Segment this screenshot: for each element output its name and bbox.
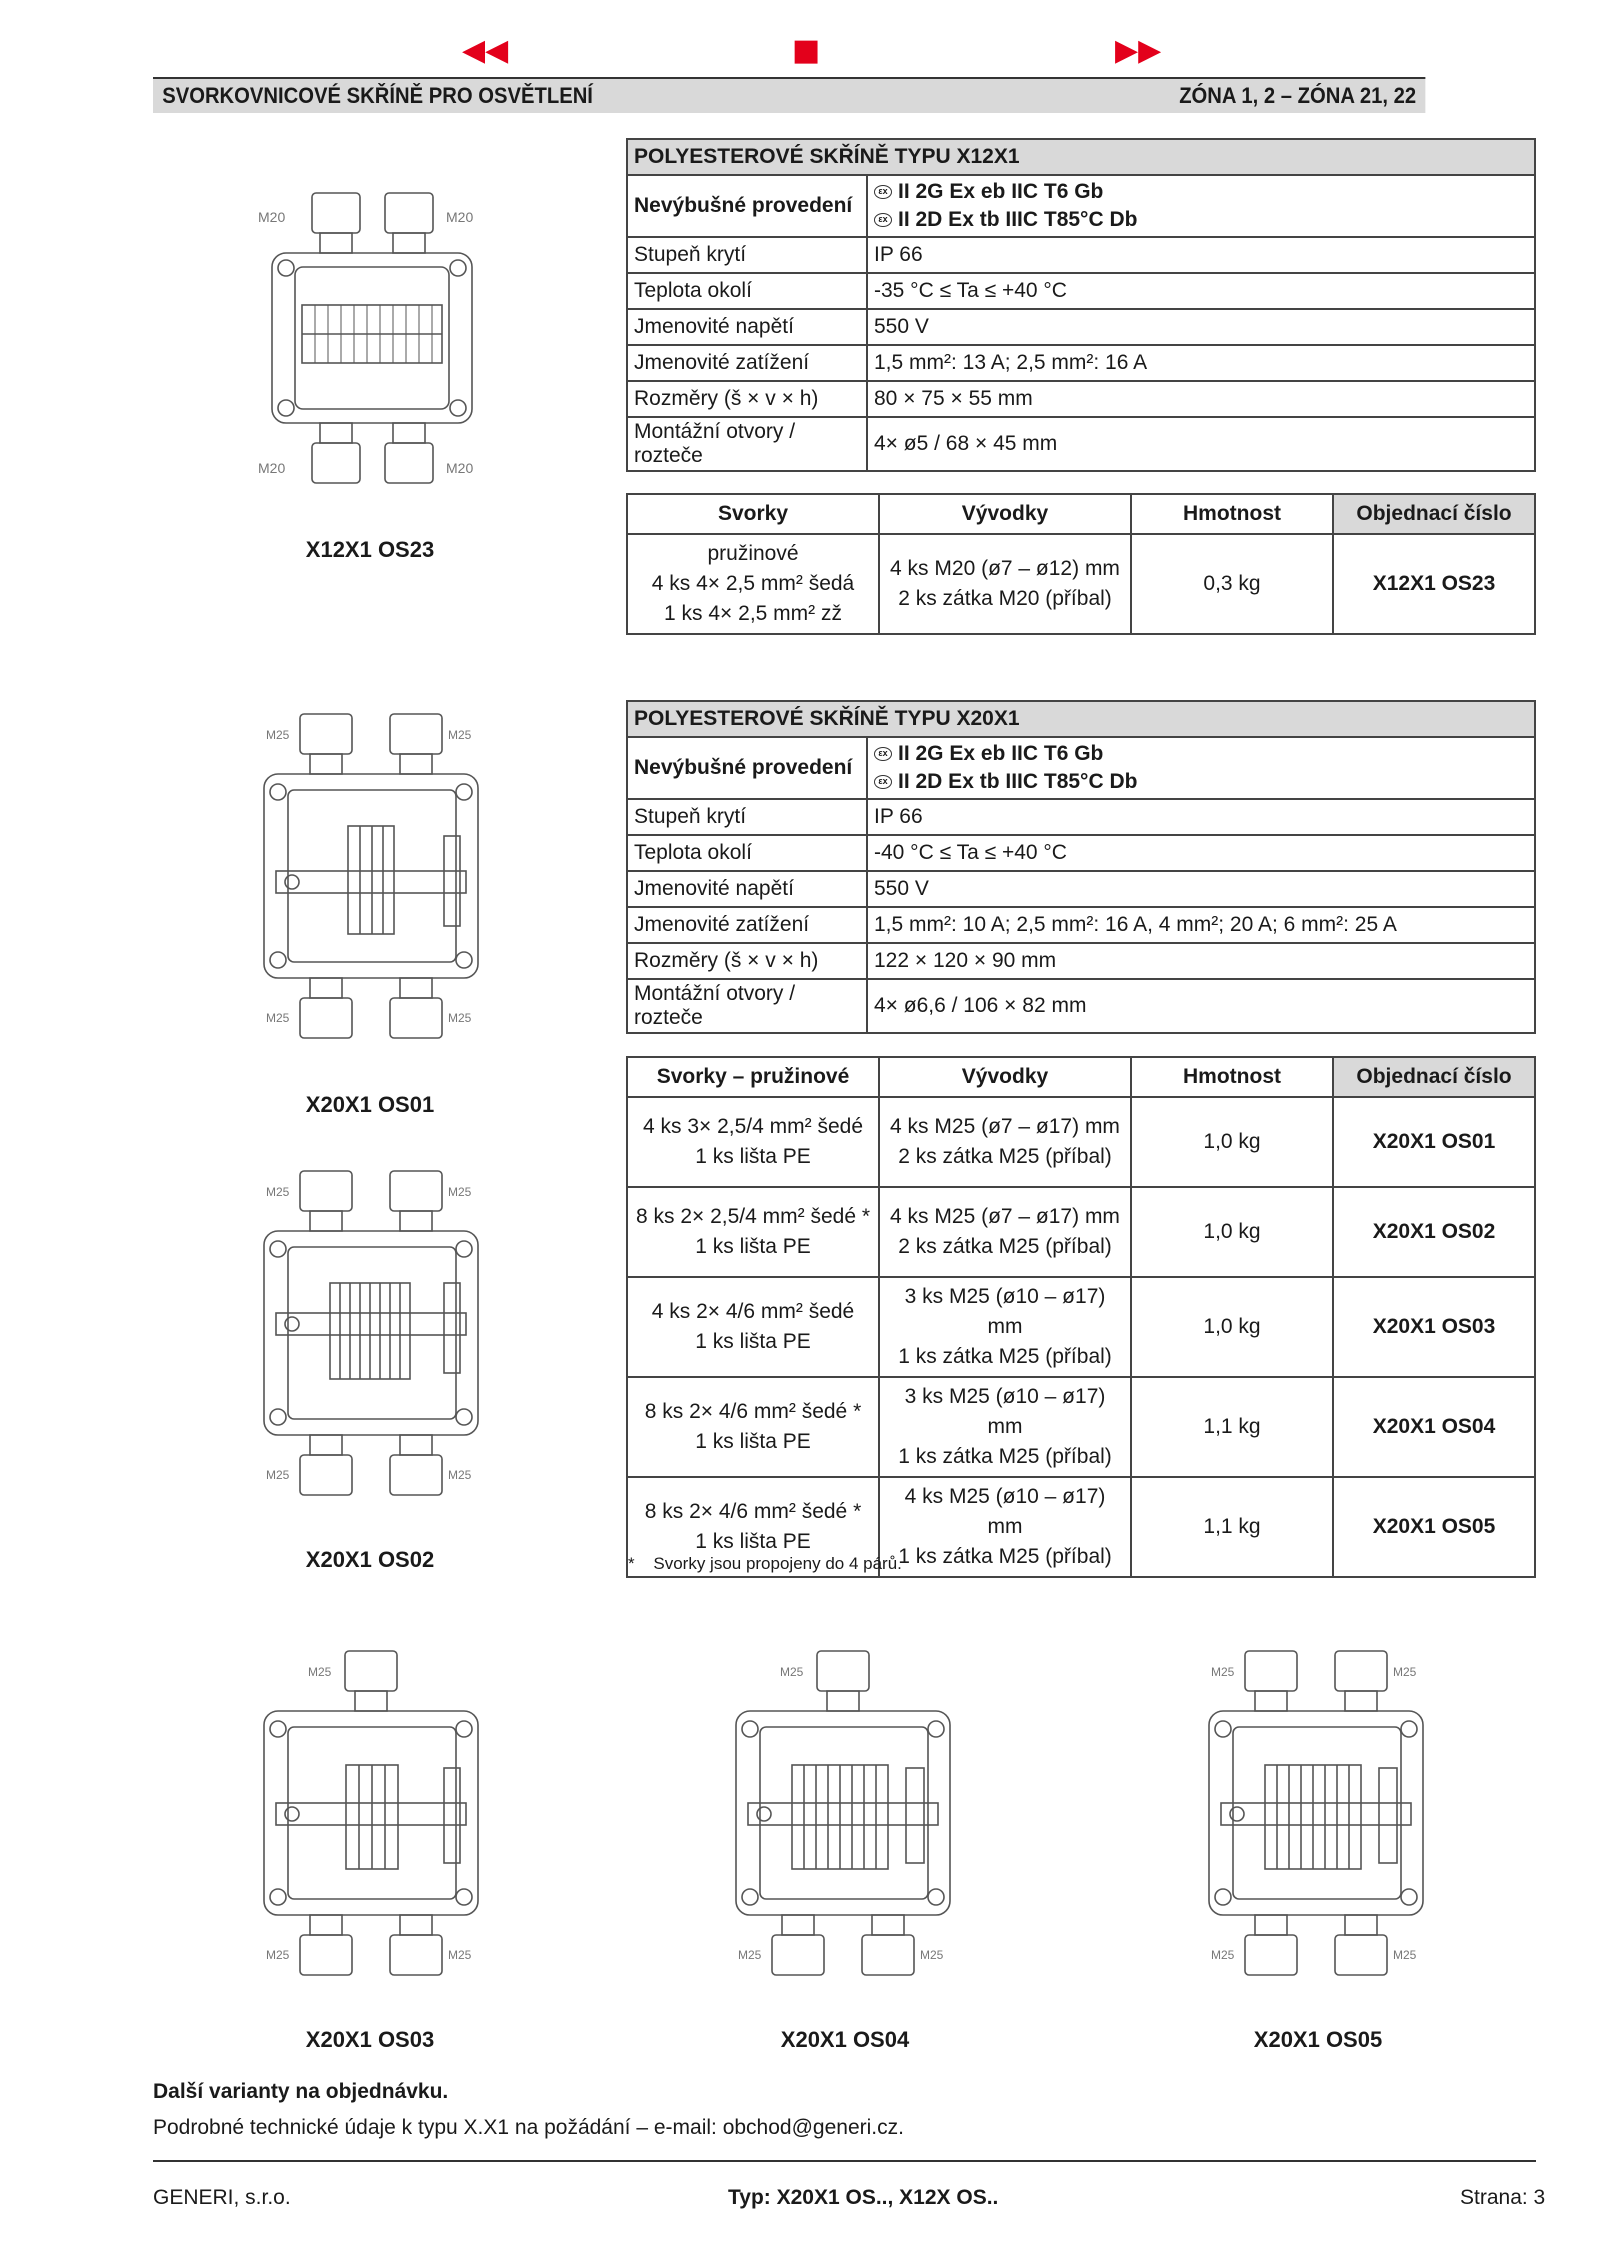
gland-label: M20 xyxy=(446,209,474,225)
terminal-spec: 1 ks 4× 2,5 mm² zž xyxy=(664,602,842,625)
gland-label: M25 xyxy=(448,728,472,742)
ex-icon: εx xyxy=(874,775,892,789)
spec-value: 550 V xyxy=(867,309,1535,345)
gland-spec: 4 ks M25 (ø7 – ø17) mm xyxy=(890,1115,1120,1138)
spec-value: IP 66 xyxy=(867,237,1535,273)
weight: 1,0 kg xyxy=(1131,1097,1333,1187)
protection-dust: II 2D Ex tb IIIC T85°C Db xyxy=(898,208,1138,231)
spec-value: -40 °C ≤ Ta ≤ +40 °C xyxy=(867,835,1535,871)
footnote xyxy=(628,1554,902,1574)
spec-value: 1,5 mm²: 13 A; 2,5 mm²: 16 A xyxy=(867,345,1535,381)
gland-label: M25 xyxy=(266,1468,290,1482)
spec-value: -35 °C ≤ Ta ≤ +40 °C xyxy=(867,273,1535,309)
protection-gas: II 2G Ex eb IIC T6 Gb xyxy=(898,180,1104,203)
spec-value: 80 × 75 × 55 mm xyxy=(867,381,1535,417)
order-code: X20X1 OS05 xyxy=(1333,1477,1535,1577)
spec-label: Jmenovité zatížení xyxy=(627,345,867,381)
x12x1-os23-drawing xyxy=(250,185,500,495)
spec-label: Teplota okolí xyxy=(627,273,867,309)
spec-label: Montážní otvory / rozteče xyxy=(627,979,867,1033)
stop-icon[interactable]: ■ xyxy=(792,33,821,68)
column-header: Objednací číslo xyxy=(1333,1057,1535,1097)
footer-type: Typ: X20X1 OS.., X12X OS.. xyxy=(728,2186,999,2209)
spec-value: IP 66 xyxy=(867,799,1535,835)
terminal-spec: 1 ks lišta PE xyxy=(695,1145,811,1168)
gland-label: M25 xyxy=(308,1665,332,1679)
gland-spec: 1 ks zátka M25 (příbal) xyxy=(898,1545,1112,1568)
spec-label: Nevýbušné provedení xyxy=(627,737,867,799)
spec-label: Stupeň krytí xyxy=(627,799,867,835)
gland-spec: 4 ks M20 (ø7 – ø12) mm xyxy=(890,557,1120,580)
terminal-spec: 1 ks lišta PE xyxy=(695,1530,811,1553)
gland-label: M20 xyxy=(258,460,286,476)
ex-icon: εx xyxy=(874,213,892,227)
x20x1-spec-table xyxy=(626,700,1536,1034)
spec-label: Rozměry (š × v × h) xyxy=(627,943,867,979)
drawing-caption: X20X1 OS03 xyxy=(305,2027,435,2052)
weight: 0,3 kg xyxy=(1131,534,1333,634)
spec-value: 550 V xyxy=(867,871,1535,907)
table-row xyxy=(627,1377,1535,1477)
table-row xyxy=(627,534,1535,634)
terminal-spec: 8 ks 2× 4/6 mm² šedé * xyxy=(644,1400,862,1423)
spec-label: Jmenovité napětí xyxy=(627,309,867,345)
gland-label: M25 xyxy=(448,1011,472,1025)
weight: 1,0 kg xyxy=(1131,1277,1333,1377)
gland-spec: 3 ks M25 (ø10 – ø17) mm xyxy=(904,1385,1106,1438)
order-code: X20X1 OS03 xyxy=(1333,1277,1535,1377)
gland-spec: 2 ks zátka M25 (příbal) xyxy=(898,1235,1112,1258)
gland-label: M25 xyxy=(920,1948,944,1962)
footer-divider xyxy=(153,2160,1536,2162)
column-header: Hmotnost xyxy=(1131,1057,1333,1097)
gland-label: M20 xyxy=(258,209,286,225)
footer-page-number: Strana: 3 xyxy=(1460,2186,1546,2209)
table-title: POLYESTEROVÉ SKŘÍNĚ TYPU X20X1 xyxy=(627,701,1535,737)
spec-label: Nevýbušné provedení xyxy=(627,175,867,237)
spec-label: Teplota okolí xyxy=(627,835,867,871)
column-header: Objednací číslo xyxy=(1333,494,1535,534)
table-row xyxy=(627,1097,1535,1187)
column-header: Svorky xyxy=(627,494,879,534)
x20x1-os01-drawing xyxy=(258,706,488,1046)
gland-label: M25 xyxy=(1393,1948,1417,1962)
drawing-caption: X20X1 OS01 xyxy=(305,1092,435,1117)
terminal-spec: 1 ks lišta PE xyxy=(695,1330,811,1353)
gland-label: M25 xyxy=(448,1948,472,1962)
column-header: Vývodky xyxy=(879,494,1131,534)
table-row xyxy=(627,1277,1535,1377)
x20x1-os04-drawing xyxy=(730,1643,960,1983)
protection-gas: II 2G Ex eb IIC T6 Gb xyxy=(898,742,1104,765)
header-zones: ZÓNA 1, 2 – ZÓNA 21, 22 xyxy=(1179,83,1417,108)
spec-label: Jmenovité zatížení xyxy=(627,907,867,943)
spec-label: Rozměry (š × v × h) xyxy=(627,381,867,417)
drawing-caption: X20X1 OS04 xyxy=(780,2027,910,2052)
terminal-spec: 4 ks 4× 2,5 mm² šedá xyxy=(651,572,855,595)
spec-label: Stupeň krytí xyxy=(627,237,867,273)
more-variants-title: Další varianty na objednávku. xyxy=(153,2080,449,2103)
x12x1-spec-table xyxy=(626,138,1536,472)
terminal-spec: 8 ks 2× 4/6 mm² šedé * xyxy=(644,1500,862,1523)
gland-label: M25 xyxy=(1393,1665,1417,1679)
gland-spec: 3 ks M25 (ø10 – ø17) mm xyxy=(904,1285,1106,1338)
gland-label: M20 xyxy=(446,460,474,476)
spec-value xyxy=(867,175,1535,237)
drawing-caption: X20X1 OS02 xyxy=(305,1547,435,1572)
weight: 1,1 kg xyxy=(1131,1377,1333,1477)
column-header: Vývodky xyxy=(879,1057,1131,1097)
terminal-type: pružinové xyxy=(707,542,799,565)
gland-label: M25 xyxy=(738,1948,762,1962)
spec-value: 1,5 mm²: 10 A; 2,5 mm²: 16 A, 4 mm²; 20 A; 6 mm²: 25 A xyxy=(867,907,1535,943)
x20x1-os03-drawing xyxy=(258,1643,488,1983)
gland-label: M25 xyxy=(1211,1948,1235,1962)
gland-spec: 1 ks zátka M25 (příbal) xyxy=(898,1445,1112,1468)
column-header: Svorky – pružinové xyxy=(627,1057,879,1097)
gland-spec: 4 ks M25 (ø7 – ø17) mm xyxy=(890,1205,1120,1228)
ex-icon: εx xyxy=(874,747,892,761)
terminal-spec: 1 ks lišta PE xyxy=(695,1235,811,1258)
gland-spec: 2 ks zátka M25 (příbal) xyxy=(898,1145,1112,1168)
spec-label: Jmenovité napětí xyxy=(627,871,867,907)
footer-company: GENERI, s.r.o. xyxy=(153,2186,291,2209)
gland-label: M25 xyxy=(266,1948,290,1962)
table-title: POLYESTEROVÉ SKŘÍNĚ TYPU X12X1 xyxy=(627,139,1535,175)
footnote-text: Svorky jsou propojeny do 4 párů. xyxy=(653,1554,902,1573)
gland-label: M25 xyxy=(266,728,290,742)
gland-spec: 4 ks M25 (ø10 – ø17) mm xyxy=(904,1485,1106,1538)
gland-label: M25 xyxy=(780,1665,804,1679)
gland-label: M25 xyxy=(266,1011,290,1025)
drawing-caption: X20X1 OS05 xyxy=(1253,2027,1383,2052)
gland-label: M25 xyxy=(1211,1665,1235,1679)
terminal-spec: 8 ks 2× 2,5/4 mm² šedé * xyxy=(635,1205,871,1228)
spec-label: Montážní otvory / rozteče xyxy=(627,417,867,471)
ex-icon: εx xyxy=(874,185,892,199)
column-header: Hmotnost xyxy=(1131,494,1333,534)
table-row xyxy=(627,1187,1535,1277)
gland-label: M25 xyxy=(266,1185,290,1199)
footnote-mark: * xyxy=(628,1554,635,1573)
gland-label: M25 xyxy=(448,1185,472,1199)
spec-value: 4× ø5 / 68 × 45 mm xyxy=(867,417,1535,471)
x20x1-order-table xyxy=(626,1056,1536,1578)
spec-value: 122 × 120 × 90 mm xyxy=(867,943,1535,979)
order-code: X20X1 OS01 xyxy=(1333,1097,1535,1187)
gland-label: M25 xyxy=(448,1468,472,1482)
terminal-spec: 4 ks 3× 2,5/4 mm² šedé xyxy=(642,1115,864,1138)
page-header xyxy=(153,77,1425,113)
spec-value: 4× ø6,6 / 106 × 82 mm xyxy=(867,979,1535,1033)
order-code: X20X1 OS04 xyxy=(1333,1377,1535,1477)
x20x1-os02-drawing xyxy=(258,1163,488,1503)
previous-page-icon[interactable]: ◀◀ xyxy=(462,33,509,68)
x20x1-os05-drawing xyxy=(1203,1643,1433,1983)
protection-dust: II 2D Ex tb IIIC T85°C Db xyxy=(898,770,1138,793)
x12x1-order-table xyxy=(626,493,1536,635)
drawing-caption: X12X1 OS23 xyxy=(305,537,435,562)
order-code: X12X1 OS23 xyxy=(1333,534,1535,634)
next-page-icon[interactable]: ▶▶ xyxy=(1115,33,1162,68)
gland-spec: 1 ks zátka M25 (příbal) xyxy=(898,1345,1112,1368)
weight: 1,0 kg xyxy=(1131,1187,1333,1277)
more-variants-text: Podrobné technické údaje k typu X.X1 na požádání – e-mail: obchod@generi.cz. xyxy=(153,2116,904,2139)
spec-value xyxy=(867,737,1535,799)
header-title: SVORKOVNICOVÉ SKŘÍNĚ PRO OSVĚTLENÍ xyxy=(162,83,593,108)
terminal-spec: 1 ks lišta PE xyxy=(695,1430,811,1453)
gland-spec: 2 ks zátka M20 (příbal) xyxy=(898,587,1112,610)
weight: 1,1 kg xyxy=(1131,1477,1333,1577)
order-code: X20X1 OS02 xyxy=(1333,1187,1535,1277)
terminal-spec: 4 ks 2× 4/6 mm² šedé xyxy=(651,1300,855,1323)
